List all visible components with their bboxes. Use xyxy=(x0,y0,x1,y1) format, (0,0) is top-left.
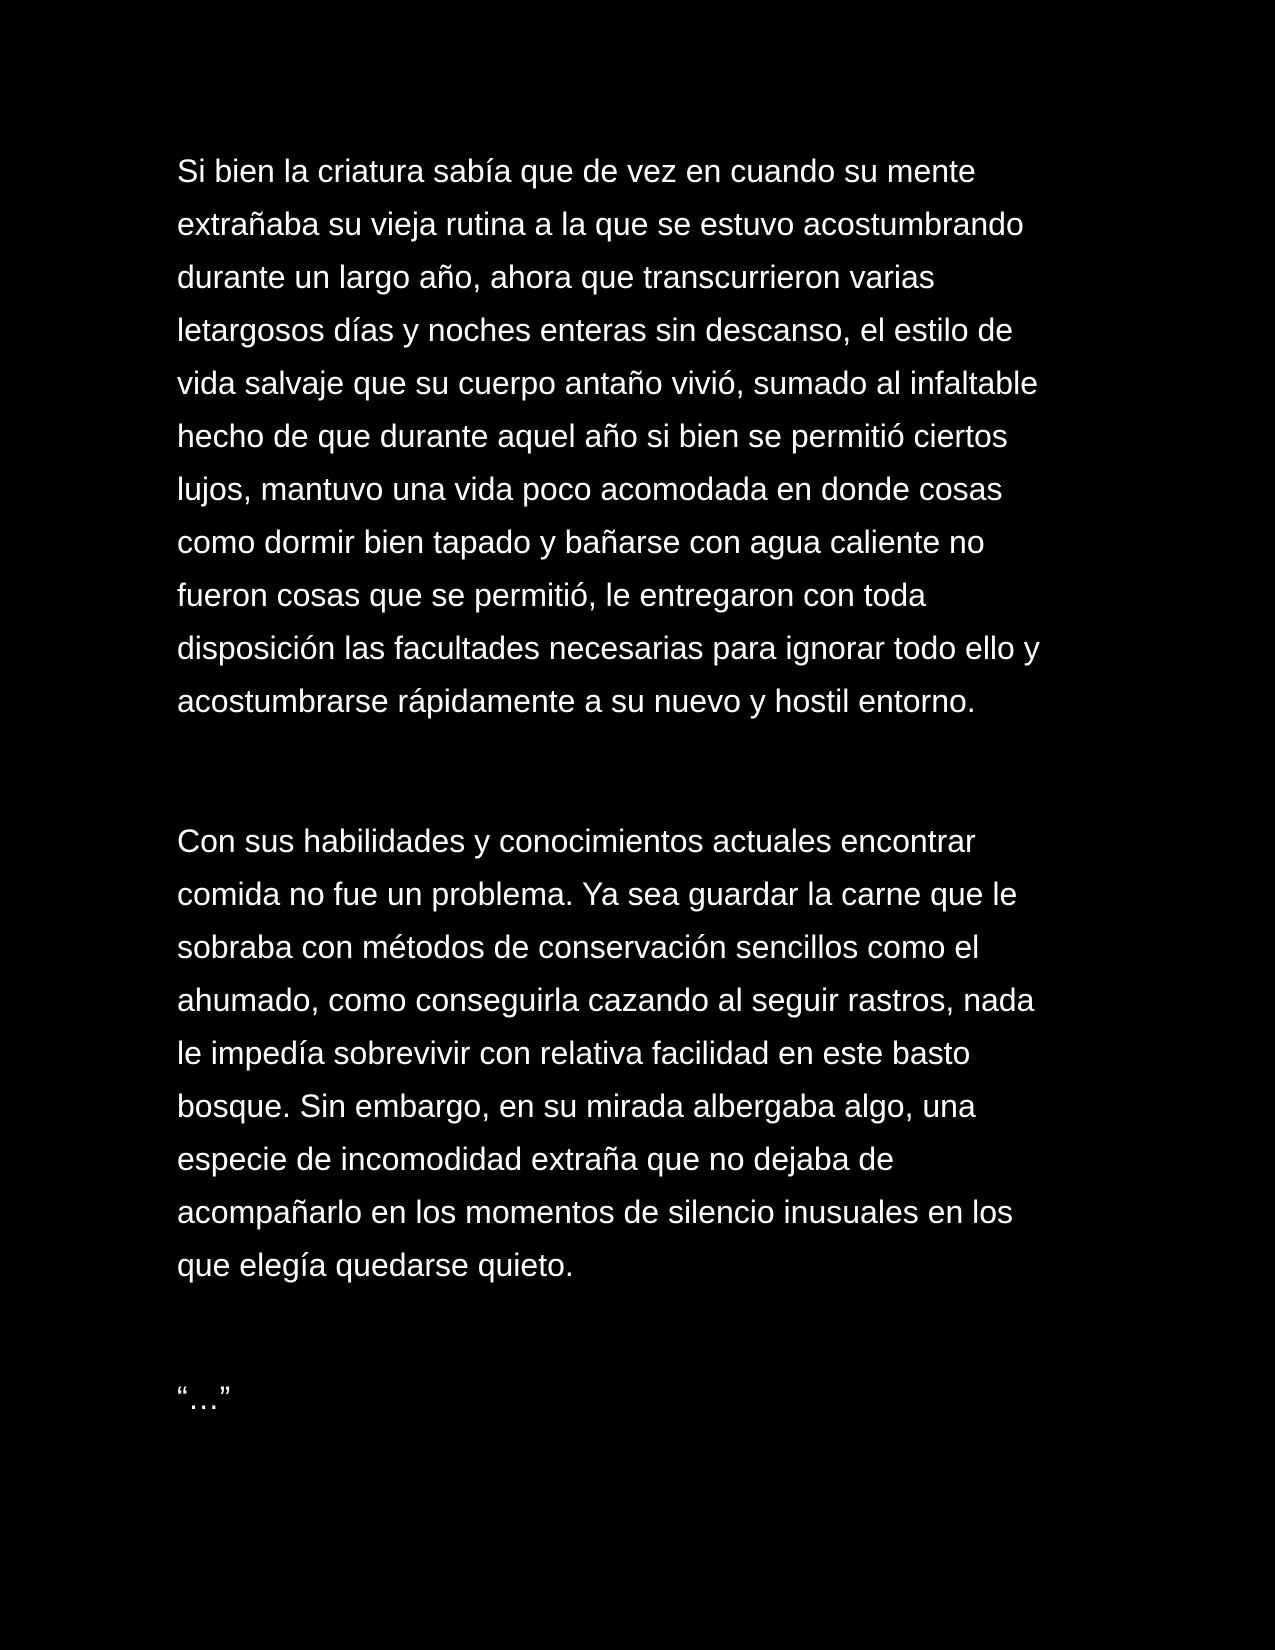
text-line: como dormir bien tapado y bañarse con agua caliente no xyxy=(177,524,985,560)
text-line: Si bien la criatura sabía que de vez en cuando su mente xyxy=(177,153,976,189)
text-line: comida no fue un problema. Ya sea guardar la carne que le xyxy=(177,876,1018,912)
text-line: lujos, mantuvo una vida poco acomodada en donde cosas xyxy=(177,471,1003,507)
text-line: que elegía quedarse quieto. xyxy=(177,1247,574,1283)
text-line: Con sus habilidades y conocimientos actuales encontrar xyxy=(177,823,976,859)
text-line: letargosos días y noches enteras sin descanso, el estilo de xyxy=(177,312,1014,348)
paragraph-2 xyxy=(177,815,1117,1292)
text-line: extrañaba su vieja rutina a la que se estuvo acostumbrando xyxy=(177,206,1024,242)
text-line: vida salvaje que su cuerpo antaño vivió, sumado al infaltable xyxy=(177,365,1038,401)
text-line: especie de incomodidad extraña que no dejaba de xyxy=(177,1141,894,1177)
text-line: sobraba con métodos de conservación sencillos como el xyxy=(177,929,980,965)
text-line: ahumado, como conseguirla cazando al seguir rastros, nada xyxy=(177,982,1035,1018)
paragraph-3-ellipsis-quote xyxy=(177,1372,1117,1425)
text-line: acostumbrarse rápidamente a su nuevo y hostil entorno. xyxy=(177,683,976,719)
text-line: acompañarlo en los momentos de silencio inusuales en los xyxy=(177,1194,1014,1230)
paragraph-1 xyxy=(177,145,1117,728)
text-line: durante un largo año, ahora que transcurrieron varias xyxy=(177,259,935,295)
text-line: “…” xyxy=(177,1380,231,1416)
text-line: hecho de que durante aquel año si bien se permitió ciertos xyxy=(177,418,1008,454)
text-line: fueron cosas que se permitió, le entregaron con toda xyxy=(177,577,926,613)
text-line: le impedía sobrevivir con relativa facilidad en este basto xyxy=(177,1035,971,1071)
text-line: bosque. Sin embargo, en su mirada albergaba algo, una xyxy=(177,1088,976,1124)
text-line: disposición las facultades necesarias para ignorar todo ello y xyxy=(177,630,1040,666)
